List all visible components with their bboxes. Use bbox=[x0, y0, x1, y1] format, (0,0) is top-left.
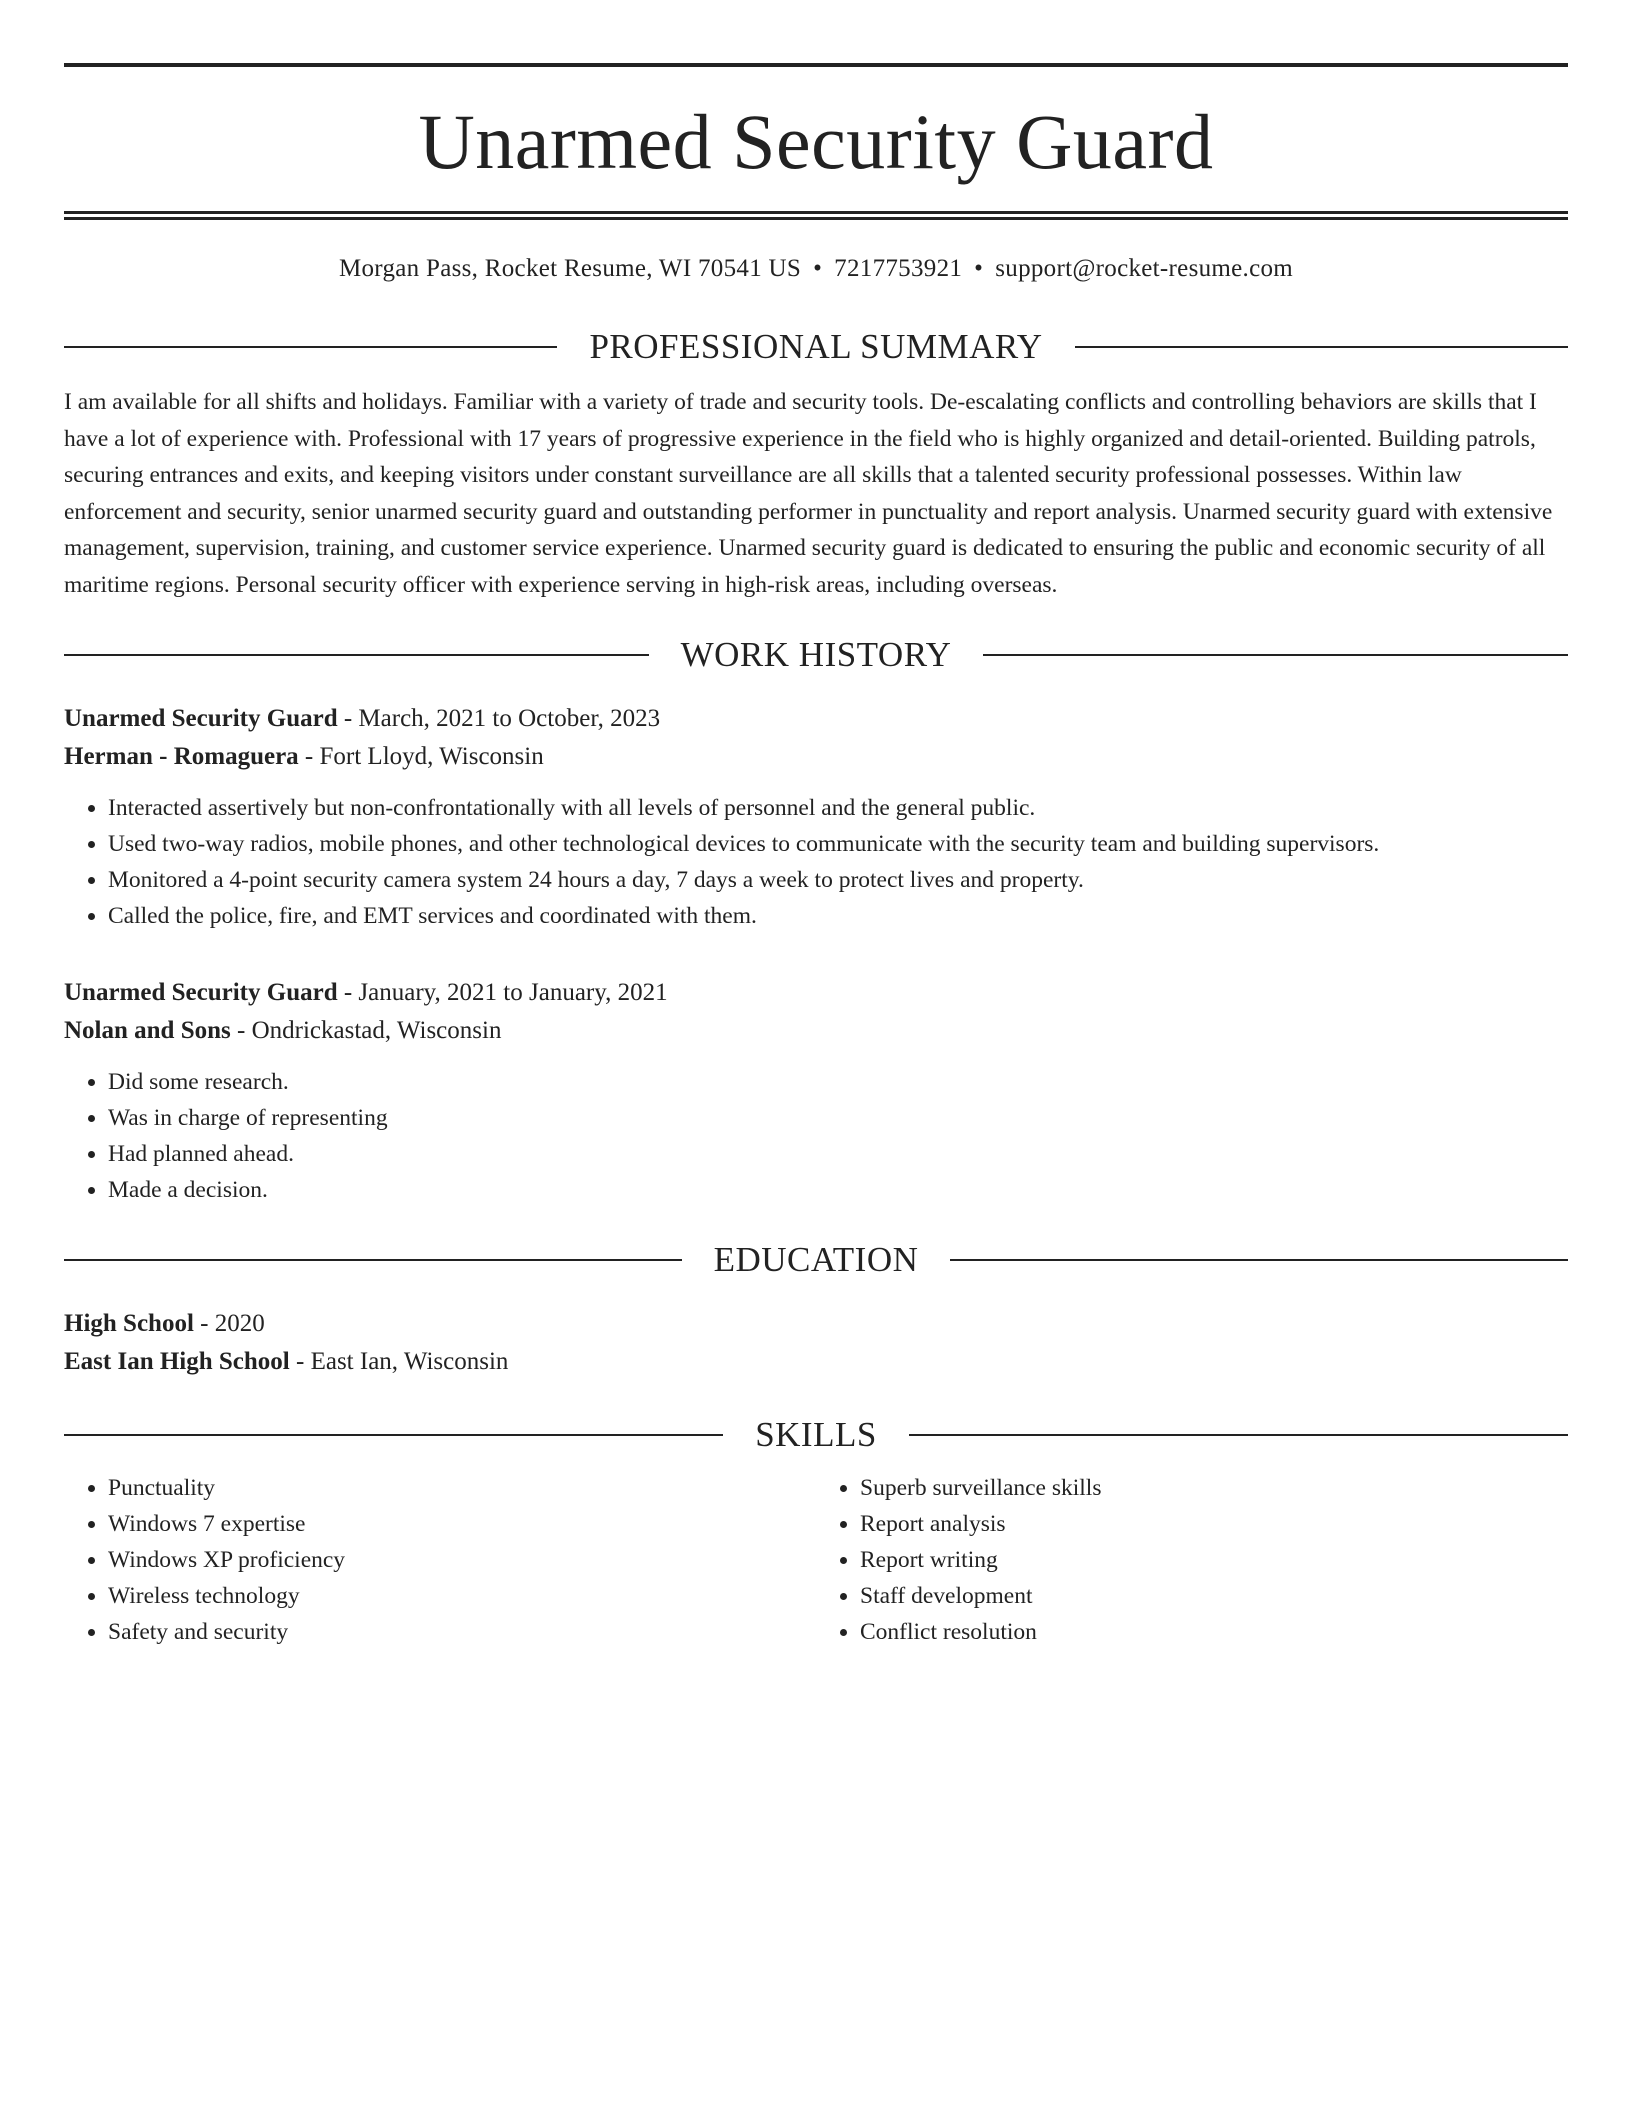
section-heading-summary bbox=[64, 329, 1568, 364]
section-title: WORK HISTORY bbox=[680, 635, 952, 674]
contact-address: Morgan Pass, Rocket Resume, WI 70541 US bbox=[338, 255, 802, 282]
skills-list-left bbox=[64, 1470, 816, 1650]
section-heading-education bbox=[64, 1242, 1568, 1277]
list-item: • Used two-way radios, mobile phones, and other technological devices to communicate with the security team and building supervisors. bbox=[108, 826, 1568, 862]
job-company: Herman - Romaguera bbox=[64, 743, 299, 770]
education-degree-line bbox=[64, 1305, 1568, 1343]
title-double-rule bbox=[64, 211, 1568, 220]
section-heading-skills bbox=[64, 1417, 1568, 1452]
skills-list-right bbox=[816, 1470, 1568, 1650]
education-school: East Ian High School bbox=[64, 1348, 290, 1375]
education-year: - 2020 bbox=[193, 1310, 265, 1337]
job-location: - Ondrickastad, Wisconsin bbox=[230, 1017, 502, 1044]
job-company-line bbox=[64, 738, 1568, 776]
job-entry bbox=[64, 974, 1568, 1208]
contact-separator: • bbox=[813, 255, 823, 282]
list-item: • Had planned ahead. bbox=[108, 1136, 1568, 1172]
job-title: Unarmed Security Guard bbox=[64, 705, 338, 732]
job-dates: - January, 2021 to January, 2021 bbox=[337, 979, 668, 1006]
job-title-line bbox=[64, 974, 1568, 1012]
list-item: • Safety and security bbox=[108, 1614, 816, 1650]
list-item: • Report analysis bbox=[860, 1506, 1568, 1542]
job-dates: - March, 2021 to October, 2023 bbox=[337, 705, 661, 732]
job-title: Unarmed Security Guard bbox=[64, 979, 338, 1006]
job-company-line bbox=[64, 1012, 1568, 1050]
list-item: • Conflict resolution bbox=[860, 1614, 1568, 1650]
list-item: • Staff development bbox=[860, 1578, 1568, 1614]
list-item: • Monitored a 4-point security camera system 24 hours a day, 7 days a week to protect lives and property. bbox=[108, 862, 1568, 898]
list-item: • Windows XP proficiency bbox=[108, 1542, 816, 1578]
list-item: • Did some research. bbox=[108, 1064, 1568, 1100]
education-degree: High School bbox=[64, 1310, 194, 1337]
section-title: SKILLS bbox=[755, 1415, 877, 1454]
education-entry bbox=[64, 1305, 1568, 1381]
list-item: • Punctuality bbox=[108, 1470, 816, 1506]
job-title-line bbox=[64, 700, 1568, 738]
resume-title: Unarmed Security Guard bbox=[418, 98, 1214, 185]
job-duties-list bbox=[64, 1064, 1568, 1208]
heading-rule-right bbox=[909, 1434, 1568, 1436]
job-location: - Fort Lloyd, Wisconsin bbox=[298, 743, 544, 770]
contact-phone: 7217753921 bbox=[834, 255, 963, 282]
contact-separator: • bbox=[974, 255, 984, 282]
heading-rule-left bbox=[64, 1259, 682, 1261]
heading-rule-left bbox=[64, 346, 557, 348]
job-duties-list bbox=[64, 790, 1568, 934]
list-item: • Called the police, fire, and EMT services and coordinated with them. bbox=[108, 898, 1568, 934]
section-heading-work-history bbox=[64, 637, 1568, 672]
top-rule bbox=[64, 63, 1568, 67]
list-item: • Report writing bbox=[860, 1542, 1568, 1578]
summary-paragraph: I am available for all shifts and holidays. Familiar with a variety of trade and security tools. De-escalating conflicts and controlling behaviors are skills that I have a lot of experience with. Professional with 17 years of progressive experience in the field who is highly organized and detail-oriented. Building patrols, securing entrances and exits, and keeping visitors under constant surveillance are all skills that a talented security professional possesses. Within law enforcement and security, senior unarmed security guard and outstanding performer in punctuality and report analysis. Unarmed security guard with extensive management, supervision, training, and customer service experience. Unarmed security guard is dedicated to ensuring the public and economic security of all maritime regions. Personal security officer with experience serving in high-risk areas, including overseas. bbox=[64, 389, 1553, 598]
heading-rule-left bbox=[64, 1434, 723, 1436]
heading-rule-right bbox=[1075, 346, 1568, 348]
heading-rule-right bbox=[983, 654, 1568, 656]
contact-line bbox=[64, 256, 1568, 281]
education-school-line bbox=[64, 1343, 1568, 1381]
section-title: PROFESSIONAL SUMMARY bbox=[589, 327, 1043, 366]
skills-columns bbox=[64, 1470, 1568, 1650]
contact-email: support@rocket-resume.com bbox=[995, 255, 1294, 282]
list-item: • Interacted assertively but non-confrontationally with all levels of personnel and the general public. bbox=[108, 790, 1568, 826]
list-item: • Windows 7 expertise bbox=[108, 1506, 816, 1542]
list-item: • Wireless technology bbox=[108, 1578, 816, 1614]
list-item: • Was in charge of representing bbox=[108, 1100, 1568, 1136]
job-entry bbox=[64, 700, 1568, 934]
heading-rule-right bbox=[950, 1259, 1568, 1261]
education-location: - East Ian, Wisconsin bbox=[289, 1348, 509, 1375]
list-item: • Made a decision. bbox=[108, 1172, 1568, 1208]
section-title: EDUCATION bbox=[713, 1240, 919, 1279]
job-company: Nolan and Sons bbox=[64, 1017, 231, 1044]
heading-rule-left bbox=[64, 654, 649, 656]
list-item: • Superb surveillance skills bbox=[860, 1470, 1568, 1506]
